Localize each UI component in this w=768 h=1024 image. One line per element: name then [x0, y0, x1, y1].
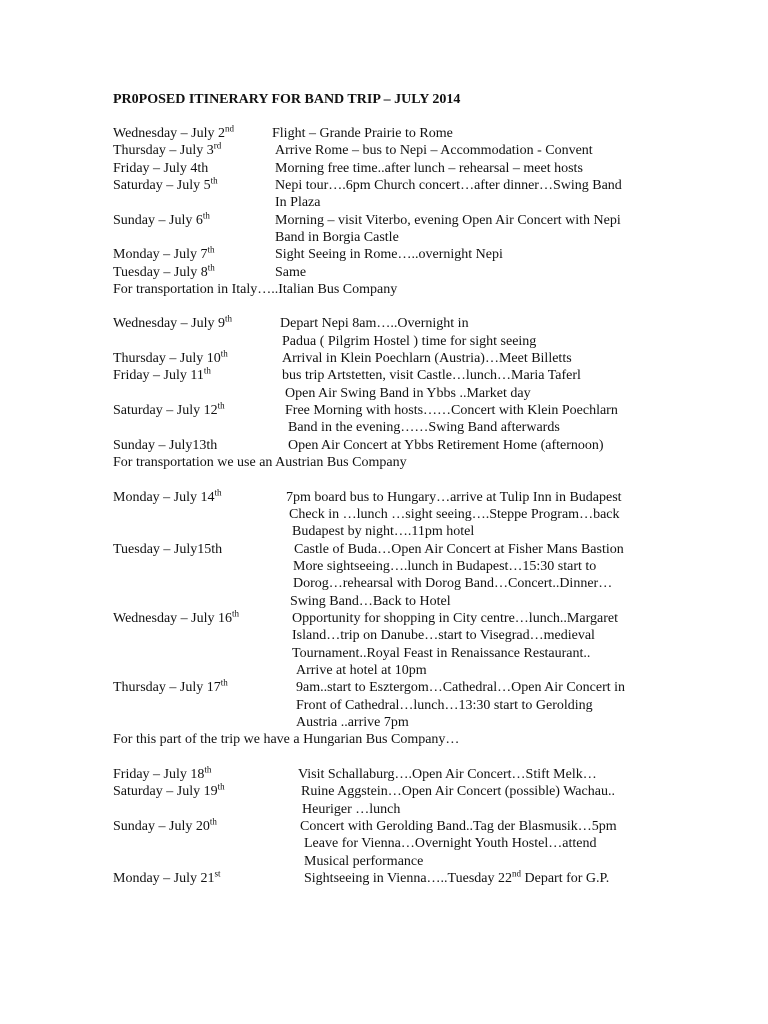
detail-text: Arrive at hotel at 10pm	[296, 663, 427, 678]
page-title: PR0POSED ITINERARY FOR BAND TRIP – JULY 2014	[113, 92, 461, 107]
itinerary-date	[113, 870, 221, 887]
detail-text: Leave for Vienna…Overnight Youth Hostel…attend	[304, 836, 597, 851]
date-text: Thursday – July 17	[113, 680, 221, 695]
date-ordinal-suffix: th	[203, 365, 211, 376]
itinerary-date	[113, 402, 225, 419]
date-ordinal-suffix: th	[225, 313, 233, 324]
date-ordinal-suffix: th	[220, 677, 228, 688]
itinerary-date	[113, 212, 210, 229]
date-text: Sunday – July 20	[113, 819, 210, 834]
date-ordinal-suffix: th	[207, 244, 215, 255]
itinerary-detail	[304, 835, 596, 852]
itinerary-date	[113, 315, 232, 332]
itinerary-detail	[288, 419, 560, 436]
detail-text: Padua ( Pilgrim Hostel ) time for sight seeing	[282, 334, 537, 349]
detail-text: Front of Cathedral…lunch…13:30 start to Gerolding	[296, 698, 593, 713]
itinerary-detail	[298, 766, 597, 783]
detail-text: Arrive Rome – bus to Nepi – Accommodation - Convent	[275, 143, 593, 158]
itinerary-detail	[296, 697, 593, 714]
date-text: Tuesday – July15th	[113, 542, 223, 557]
date-text: Tuesday – July 8	[113, 265, 208, 280]
date-text: Saturday – July 12	[113, 403, 218, 418]
date-text: Monday – July 21	[113, 871, 215, 886]
date-ordinal-suffix: st	[214, 868, 221, 879]
date-text: Thursday – July 3	[113, 143, 214, 158]
detail-text: Sightseeing in Vienna…..Tuesday 22	[304, 871, 512, 886]
itinerary-detail	[292, 523, 474, 540]
detail-text: Same	[275, 265, 307, 280]
itinerary-detail	[293, 575, 612, 592]
itinerary-detail	[292, 627, 595, 644]
itinerary-detail	[296, 714, 409, 731]
detail-text: In Plaza	[275, 195, 321, 210]
date-ordinal-suffix: th	[217, 781, 225, 792]
date-ordinal-suffix: th	[217, 400, 225, 411]
detail-text: Arrival in Klein Poechlarn (Austria)…Meet Billetts	[282, 351, 572, 366]
detail-text: 9am..start to Esztergom…Cathedral…Open Air Concert in	[296, 680, 626, 695]
itinerary-date	[113, 246, 215, 263]
date-text: For this part of the trip we have a Hungarian Bus Company…	[113, 732, 460, 747]
detail-text: Band in Borgia Castle	[275, 230, 399, 245]
itinerary-detail	[282, 350, 572, 367]
detail-text: Castle of Buda…Open Air Concert at Fisher Mans Bastion	[294, 542, 624, 557]
itinerary-date	[113, 541, 222, 558]
detail-text: Morning – visit Viterbo, evening Open Air Concert with Nepi	[275, 213, 621, 228]
itinerary-detail	[301, 783, 615, 800]
detail-text: Concert with Gerolding Band..Tag der Blasmusik…5pm	[300, 819, 617, 834]
detail-text: Band in the evening……Swing Band afterwards	[288, 420, 560, 435]
detail-text: Swing Band…Back to Hotel	[290, 594, 451, 609]
itinerary-date	[113, 454, 407, 471]
date-ordinal-suffix: th	[232, 608, 240, 619]
date-ordinal-suffix: th	[214, 487, 222, 498]
itinerary-detail	[293, 558, 596, 575]
date-ordinal-suffix: nd	[225, 123, 235, 134]
date-text: Friday – July 11	[113, 368, 204, 383]
date-ordinal-suffix: rd	[213, 140, 222, 151]
itinerary-detail	[290, 593, 451, 610]
date-text: Sunday – July 6	[113, 213, 203, 228]
date-text: Thursday – July 10	[113, 351, 221, 366]
detail-text: Nepi tour….6pm Church concert…after dinner…Swing Band	[275, 178, 622, 193]
detail-text: Flight – Grande Prairie to Rome	[272, 126, 453, 141]
itinerary-date	[113, 142, 221, 159]
detail-text: Budapest by night….11pm hotel	[292, 524, 475, 539]
date-text: For transportation in Italy…..Italian Bus Company	[113, 282, 398, 297]
detail-text: Austria ..arrive 7pm	[296, 715, 409, 730]
itinerary-date	[113, 766, 211, 783]
date-text: For transportation we use an Austrian Bus Company	[113, 455, 407, 470]
itinerary-detail	[275, 229, 399, 246]
date-text: Saturday – July 19	[113, 784, 218, 799]
itinerary-date	[113, 437, 217, 454]
itinerary-date	[113, 160, 208, 177]
date-text: Wednesday – July 9	[113, 316, 226, 331]
itinerary-date	[113, 264, 215, 281]
itinerary-detail	[282, 333, 536, 350]
date-ordinal-suffix: th	[204, 764, 212, 775]
date-text: Saturday – July 5	[113, 178, 211, 193]
itinerary-detail	[292, 645, 590, 662]
detail-text: Ruine Aggstein…Open Air Concert (possible) Wachau..	[301, 784, 615, 799]
date-text: Monday – July 14	[113, 490, 215, 505]
date-text: Sunday – July13th	[113, 438, 218, 453]
itinerary-date	[113, 818, 217, 835]
itinerary-detail	[289, 506, 620, 523]
detail-text: Musical performance	[304, 854, 424, 869]
itinerary-date	[113, 367, 211, 384]
itinerary-detail	[285, 385, 531, 402]
itinerary-detail	[275, 212, 621, 229]
itinerary-detail	[304, 853, 423, 870]
detail-tail-text: Depart for G.P.	[521, 871, 610, 886]
itinerary-detail	[300, 818, 617, 835]
itinerary-detail	[285, 402, 618, 419]
detail-text: Dorog…rehearsal with Dorog Band…Concert..Dinner…	[293, 576, 613, 591]
itinerary-detail	[275, 246, 503, 263]
itinerary-detail	[282, 367, 581, 384]
itinerary-detail	[280, 315, 469, 332]
itinerary-detail	[304, 870, 609, 887]
date-text: Friday – July 4th	[113, 161, 209, 176]
itinerary-detail	[275, 142, 593, 159]
itinerary-date	[113, 731, 459, 748]
itinerary-detail	[296, 662, 427, 679]
detail-text: Depart Nepi 8am…..Overnight in	[280, 316, 469, 331]
detail-text: Open Air Concert at Ybbs Retirement Home (afternoon)	[288, 438, 604, 453]
itinerary-detail	[294, 541, 624, 558]
itinerary-detail	[275, 194, 320, 211]
itinerary-date	[113, 281, 397, 298]
itinerary-detail	[286, 489, 622, 506]
itinerary-detail	[275, 177, 622, 194]
date-ordinal-suffix: th	[210, 175, 218, 186]
date-text: Friday – July 18	[113, 767, 205, 782]
detail-text: More sightseeing….lunch in Budapest…15:30 start to	[293, 559, 597, 574]
detail-text: bus trip Artstetten, visit Castle…lunch…Maria Taferl	[282, 368, 581, 383]
date-text: Wednesday – July 16	[113, 611, 233, 626]
detail-text: Tournament..Royal Feast in Renaissance Restaurant..	[292, 646, 591, 661]
itinerary-detail	[302, 801, 400, 818]
itinerary-date	[113, 783, 225, 800]
date-text: Wednesday – July 2	[113, 126, 226, 141]
detail-text: Morning free time..after lunch – rehearsal – meet hosts	[275, 161, 583, 176]
itinerary-date	[113, 177, 218, 194]
date-text: Monday – July 7	[113, 247, 208, 262]
detail-text: Open Air Swing Band in Ybbs ..Market day	[285, 386, 531, 401]
itinerary-detail	[292, 610, 618, 627]
date-ordinal-suffix: th	[202, 210, 210, 221]
itinerary-detail	[272, 125, 453, 142]
itinerary-detail	[288, 437, 604, 454]
itinerary-detail	[275, 264, 306, 281]
detail-text: Free Morning with hosts……Concert with Klein Poechlarn	[285, 403, 618, 418]
itinerary-date	[113, 489, 222, 506]
detail-text: 7pm board bus to Hungary…arrive at Tulip Inn in Budapest	[286, 490, 622, 505]
itinerary-detail	[275, 160, 583, 177]
detail-text: Opportunity for shopping in City centre…lunch..Margaret	[292, 611, 618, 626]
detail-text: Sight Seeing in Rome…..overnight Nepi	[275, 247, 503, 262]
detail-text: Heuriger …lunch	[302, 802, 401, 817]
date-ordinal-suffix: th	[209, 816, 217, 827]
detail-text: Island…trip on Danube…start to Visegrad…medieval	[292, 628, 595, 643]
itinerary-detail	[296, 679, 625, 696]
detail-ordinal-suffix: nd	[512, 868, 521, 879]
detail-text: Visit Schallaburg….Open Air Concert…Stift Melk…	[298, 767, 597, 782]
date-ordinal-suffix: th	[220, 348, 228, 359]
itinerary-date	[113, 610, 239, 627]
detail-text: Check in …lunch …sight seeing….Steppe Program…back	[289, 507, 620, 522]
itinerary-date	[113, 679, 228, 696]
date-ordinal-suffix: th	[207, 262, 215, 273]
